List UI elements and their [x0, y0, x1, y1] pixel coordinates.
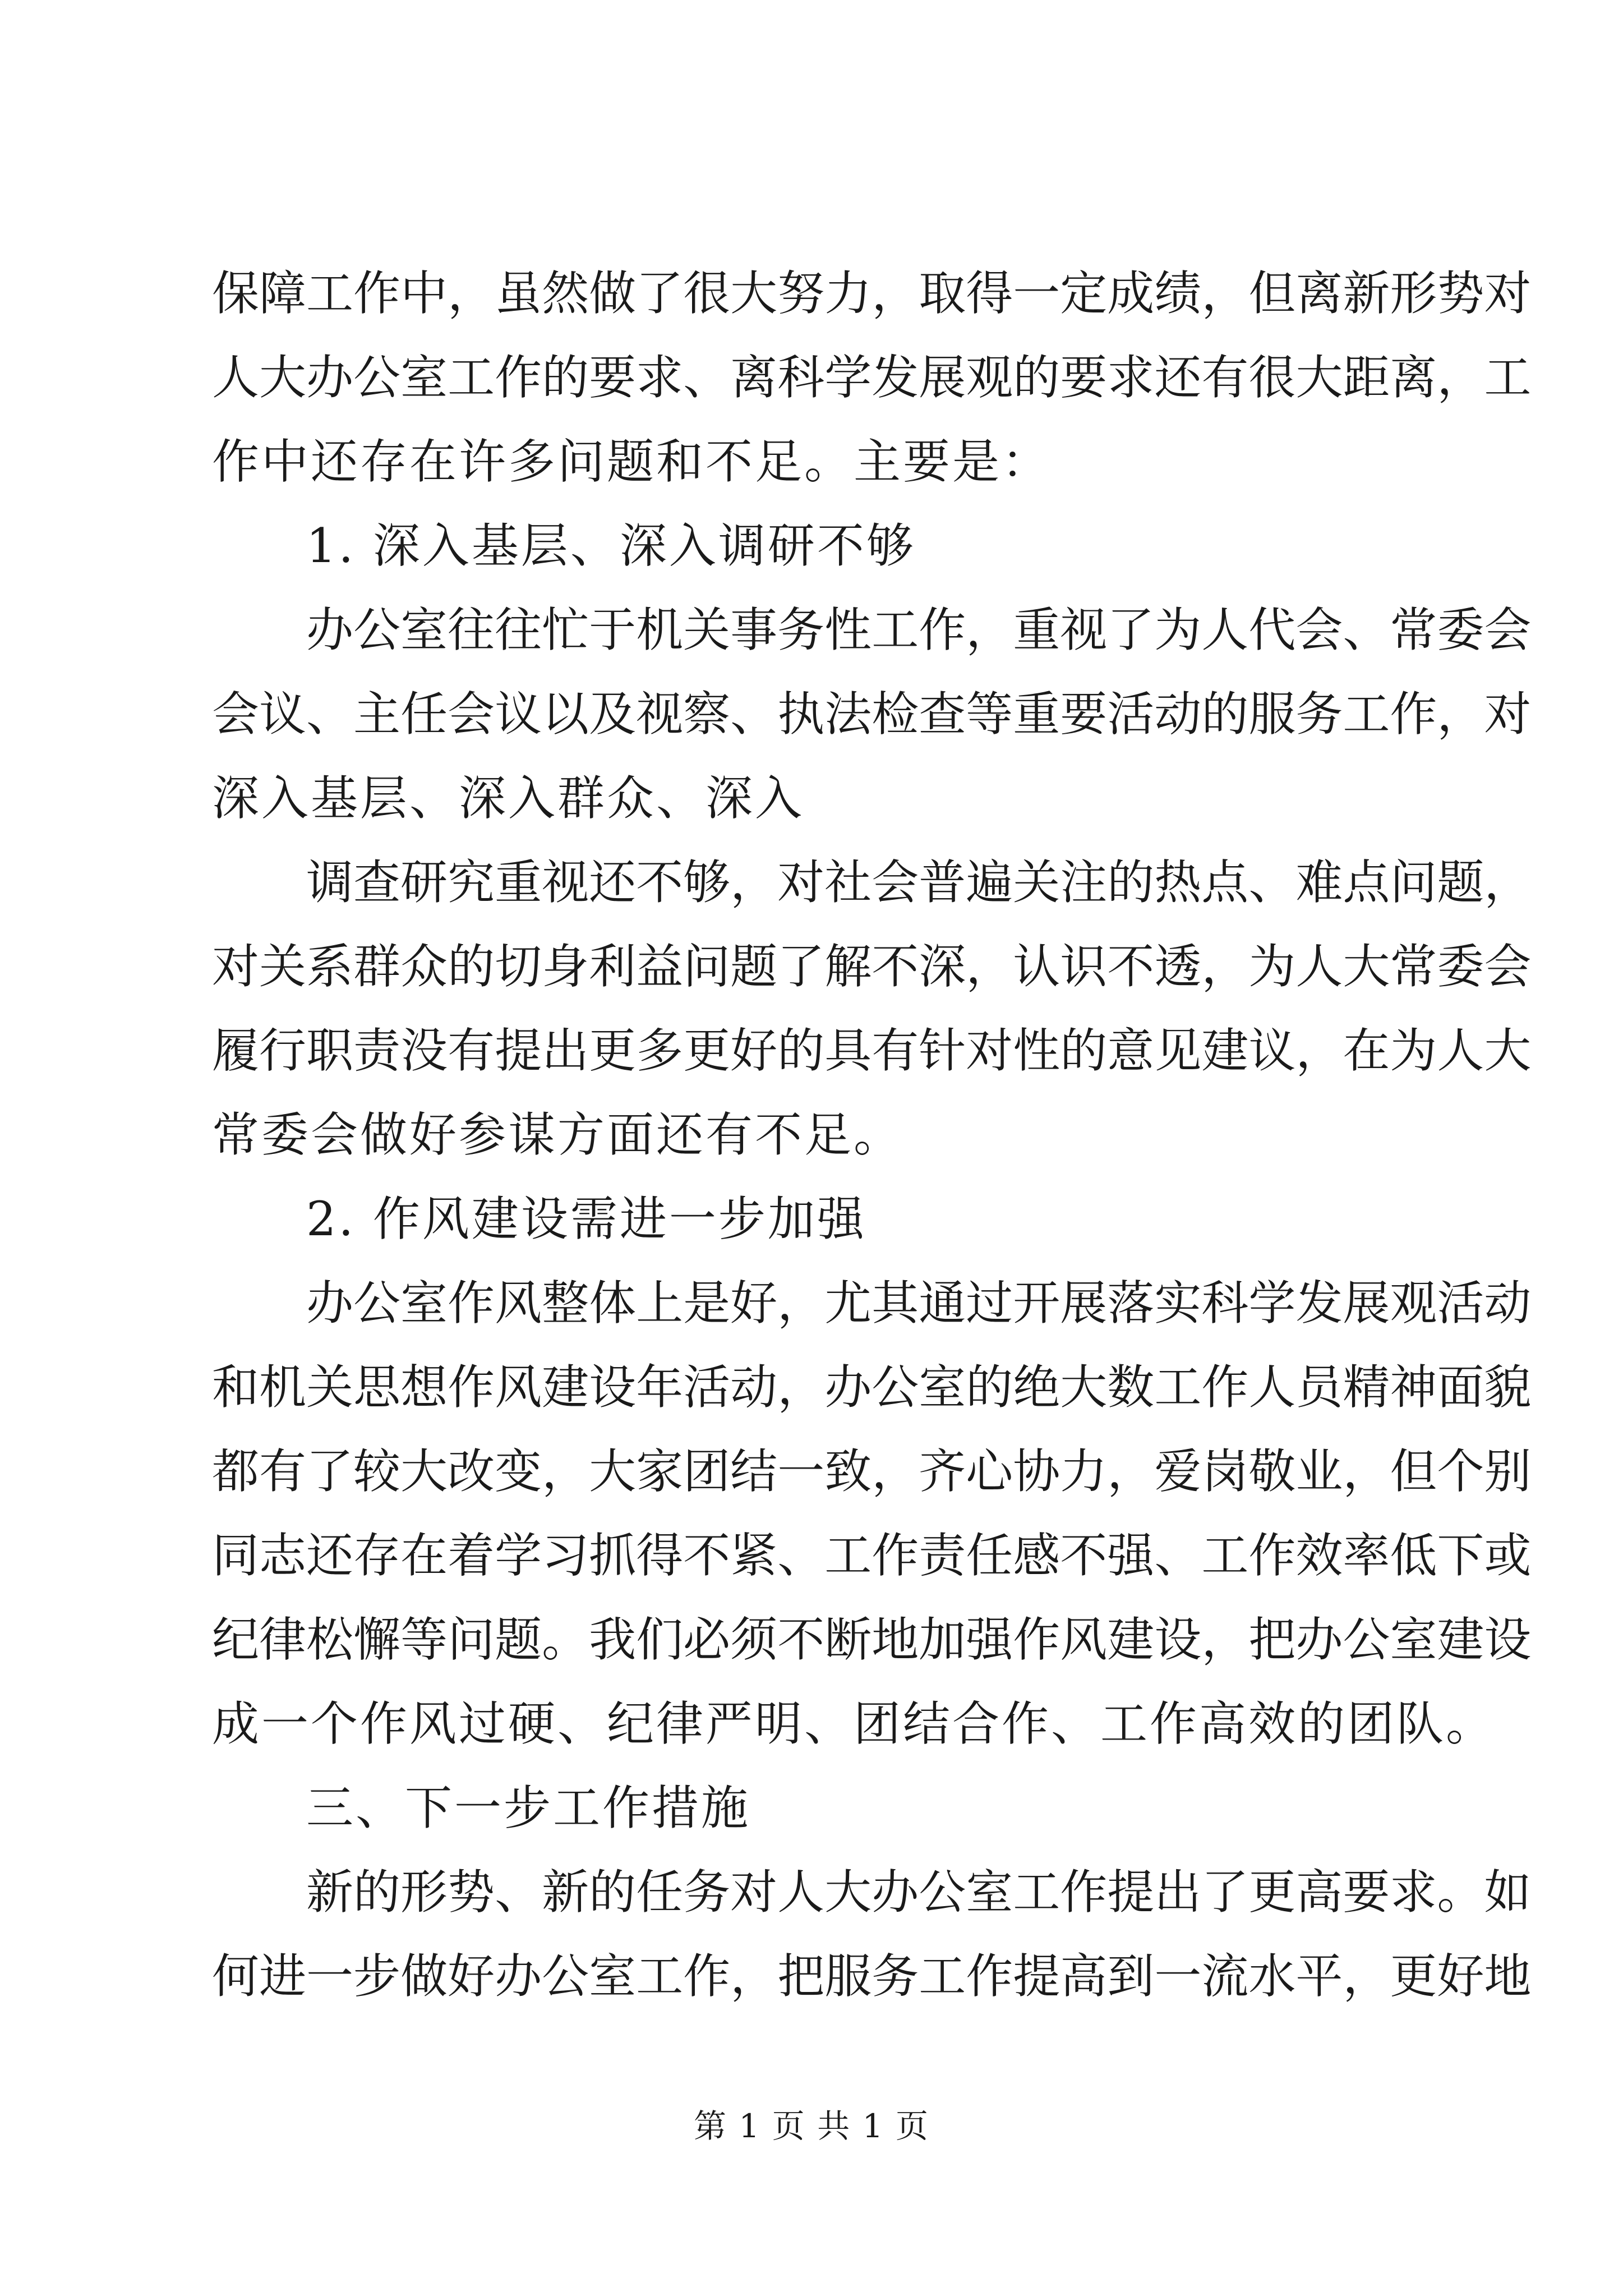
body-text-line: 同 志 还 存 在 着 学 习 抓 得 不 紧 、 工 作 责 任 感 不 强 、 工 作 效 率 低 下 或 [212, 1528, 1532, 1583]
body-text-line: 纪 律 松 懈 等 问 题 。 我 们 必 须 不 断 地 加 强 作 风 建 设 ， 把 办 公 室 建 设 [212, 1612, 1532, 1667]
body-text-line: 和 机 关 思 想 作 风 建 设 年 活 动 ， 办 公 室 的 绝 大 数 工 作 人 员 精 神 面 貌 [212, 1360, 1532, 1415]
body-text-line: 作中还存在许多问题和不足。主要是： [212, 434, 1052, 489]
body-text-line: 常委会做好参谋方面还有不足。 [212, 1107, 903, 1162]
body-text-line: 1. 深入基层、深入调研不够 [306, 518, 916, 573]
body-text-line: 2. 作风建设需进一步加强 [306, 1191, 866, 1246]
body-text-line: 深入基层、深入群众、深入 [212, 771, 805, 826]
body-text-line: 人 大 办 公 室 工 作 的 要 求 、 离 科 学 发 展 观 的 要 求 还 有 很 大 距 离 ， 工 [212, 350, 1532, 405]
body-text-line: 调 查 研 究 重 视 还 不 够 ， 对 社 会 普 遍 关 注 的 热 点 、 难 点 问 题 ， [306, 855, 1532, 910]
body-text-line: 会 议 、 主 任 会 议 以 及 视 察 、 执 法 检 查 等 重 要 活 动 的 服 务 工 作 ， 对 [212, 687, 1532, 742]
body-text-line: 履 行 职 责 没 有 提 出 更 多 更 好 的 具 有 针 对 性 的 意 见 建 议 ， 在 为 人 大 [212, 1023, 1532, 1078]
body-text-line: 办 公 室 作 风 整 体 上 是 好 ， 尤 其 通 过 开 展 落 实 科 学 发 展 观 活 动 [306, 1276, 1532, 1331]
body-text-line: 办 公 室 往 往 忙 于 机 关 事 务 性 工 作 ， 重 视 了 为 人 代 会 、 常 委 会 [306, 602, 1532, 657]
body-text-line: 新 的 形 势 、 新 的 任 务 对 人 大 办 公 室 工 作 提 出 了 更 高 要 求 。 如 [306, 1865, 1532, 1920]
body-text-line: 成一个作风过硬、纪律严明、团结合作、工作高效的团队。 [212, 1696, 1496, 1751]
body-text-line: 何 进 一 步 做 好 办 公 室 工 作 ， 把 服 务 工 作 提 高 到 一 流 水 平 ， 更 好 地 [212, 1949, 1532, 2004]
body-text-line: 都 有 了 较 大 改 变 ， 大 家 团 结 一 致 ， 齐 心 协 力 ， 爱 岗 敬 业 ， 但 个 别 [212, 1444, 1532, 1499]
body-text-line: 保 障 工 作 中 ， 虽 然 做 了 很 大 努 力 ， 取 得 一 定 成 绩 ， 但 离 新 形 势 对 [212, 266, 1532, 321]
body-text-line: 三、下一步工作措施 [306, 1780, 751, 1835]
page-footer: 第 1 页 共 1 页 [694, 2107, 929, 2145]
body-text-line: 对 关 系 群 众 的 切 身 利 益 问 题 了 解 不 深 ， 认 识 不 透 ， 为 人 大 常 委 会 [212, 939, 1532, 994]
